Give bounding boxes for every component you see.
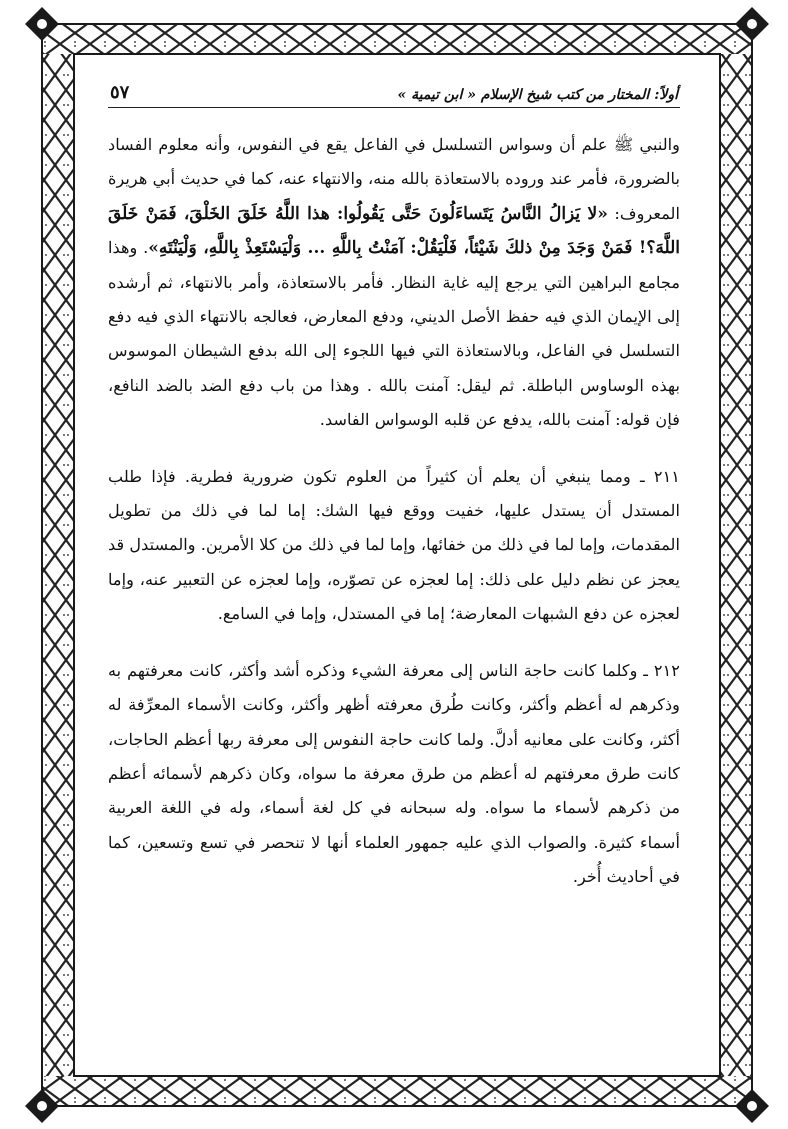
paragraph-1-text-b: . وهذا مجامع البراهين التي يرجع إليه غاية النظار. فأمر بالاستعاذة، وأمر بالانتهاء، ثم أرشده إلى الإيمان الذي فيه حفظ الأصل الديني، ودفع المعارض، فعالجه بالانتهاء الذي فيه دفع التسلسل في الفاعل، وبالاستعاذة التي فيها اللجوء إلى الله بدفع الشيطان الموسوس بهذه الوساوس الباطلة. ثم ليقل: آمنت بالله . وهذا من باب دفع الضد بالضد النافع، فإن قوله: آمنت بالله، يدفع عن قلبه الوسواس الفاسد. <box>108 238 680 430</box>
running-header <box>108 78 680 108</box>
hadith-quote: «لا يَزالُ النَّاسُ يَتَساءَلُونَ حَتَّى يَقُولُوا: هذا اللَّهُ خَلَقَ الخَلْقَ، فَمَنْ خَلَقَ اللَّهَ؟! فَمَنْ وَجَدَ مِنْ ذلكَ شَيْئاً، فَلْيَقُلْ: آمَنْتُ بِاللَّهِ ... وَلْيَسْتَعِذْ بِاللَّهِ، وَلْيَنْتَهِ» <box>108 203 680 259</box>
page-number: ٥٧ <box>110 82 130 103</box>
page-content <box>108 78 680 895</box>
running-title: أولاً: المختار من كتب شيخ الإسلام « ابن تيمية » <box>397 87 678 103</box>
paragraph-1-text-a: والنبي ﷺ علم أن وسواس التسلسل في الفاعل يقع في النفوس، وأنه معلوم الفساد بالضرورة، فأمر عند وروده بالاستعاذة بالله منه، والانتهاء عنه، كما في حديث أبي هريرة المعروف: <box>108 135 680 223</box>
paragraph-212: ٢١٢ ـ وكلما كانت حاجة الناس إلى معرفة الشيء وذكره أشد وأكثر، كانت معرفتهم به وذكرهم له أعظم وأكثر، وكانت طُرق معرفته أظهر وأكثر، وكانت الأسماء المعرِّفة له أكثر، وكانت على معانيه أدلَّ. ولما كانت حاجة النفوس إلى معرفة ربها أعظم الحاجات، كانت طرق معرفتهم له أعظم من طرق معرفة ما سواه، وكان ذكرهم لأسمائه أعظم من ذكرهم لأسماء ما سواه. وله سبحانه في كل لغة أسماء، وله في اللغة العربية أسماء كثيرة. والصواب الذي عليه جمهور العلماء أنها لا تنحصر في تسع وتسعين، كما في أحاديث أُخر. <box>108 660 680 887</box>
paragraph-211: ٢١١ ـ ومما ينبغي أن يعلم أن كثيراً من العلوم تكون ضرورية فطرية. فإذا طلب المستدل أن يستدل عليها، خفيت ووقع فيها الشك: إما لما في ذلك من تطويل المقدمات، وإما لما في ذلك من خفائها، وإما لما في ذلك من كلا الأمرين. والمستدل قد يعجز عن نظم دليل على ذلك: إما لعجزه عن تصوّره، وإما لعجزه عن التعبير عنه، وإما لعجزه عن دفع الشبهات المعارضة؛ إما في المستدل، وإما في السامع. <box>108 466 680 624</box>
paragraph-1 <box>108 128 680 438</box>
